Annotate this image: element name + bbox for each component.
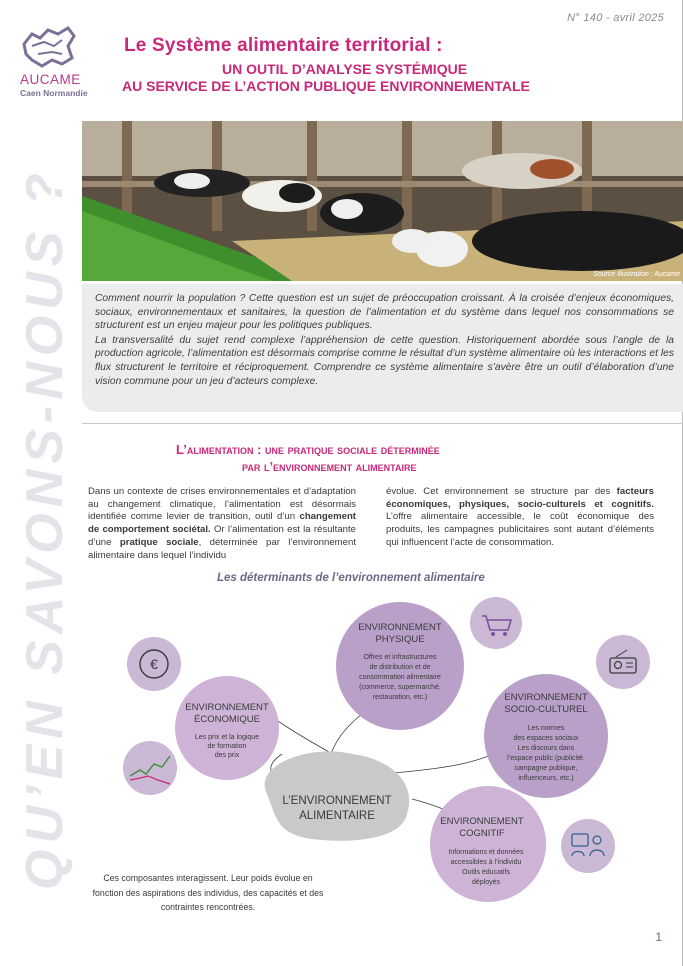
physical-title-2: PHYSIQUE [375, 634, 425, 645]
socio-title-1: ENVIRONNEMENT [504, 692, 588, 703]
logo-subtitle: Caen Normandie [20, 88, 88, 98]
center-label-1: L’ENVIRONNEMENT [282, 795, 392, 807]
economic-title-1: ENVIRONNEMENT [185, 702, 269, 713]
socio-desc-3: Les discours dans [517, 745, 575, 752]
physical-desc-4: (commerce, supermarché, [359, 684, 441, 691]
cognitive-title-1: ENVIRONNEMENT [440, 816, 524, 827]
body-column-1 [88, 486, 356, 562]
cognitive-title-2: COGNITIF [459, 828, 505, 839]
aucame-logo [14, 24, 94, 102]
cognitive-desc-1: Informations et données [448, 849, 524, 856]
page-number: 1 [655, 930, 662, 944]
physical-desc-5: restauration, etc.) [372, 694, 428, 701]
text-emphasis: pratique sociale [119, 536, 199, 548]
section-heading-line-1: L’alimentation : une pratique sociale déterminée [176, 442, 440, 457]
intro-box [82, 284, 683, 412]
cognitive-desc-4: déployés [471, 879, 501, 886]
economic-bubble [175, 676, 279, 780]
main-title: Le Système alimentaire territorial : [124, 35, 443, 56]
section-heading-line-2: par l’environnement alimentaire [242, 459, 417, 474]
intro-paragraph-1: Comment nourrir la population ? Cette question est un sujet de préoccupation croissant. À la croisée d’enjeux économiques, sociaux, environnementaux et sanitaires, la question de l’alimentation et du système dans lequel nos consommations se structurent est un enjeu majeur pour les politiques publiques. [95, 293, 674, 332]
physical-desc-2: de distribution et de [369, 664, 431, 671]
center-label-2: ALIMENTAIRE [299, 810, 375, 822]
text-emphasis: changement de comportement sociétal. [88, 511, 356, 536]
economic-desc-2: de formation [207, 743, 247, 750]
section-divider [82, 423, 683, 424]
text-run: évolue. Cet environnement se structure par des [386, 486, 617, 497]
logo-name: AUCAME [20, 72, 81, 87]
text-emphasis: facteurs économiques, physiques, socio-culturels et cognitifs. [386, 486, 654, 510]
economic-title-2: ÉCONOMIQUE [194, 714, 260, 725]
map-logo-icon [18, 24, 78, 72]
socio-desc-4: l’espace public (publicité, [507, 755, 585, 762]
intro-paragraph-2: La transversalité du sujet rend complexe l’appréhension de cette question. Historiquement abordée sous l’angle de la production agricole, l’alimentation est désormais comprise comme le résultat d’un système alimentaire où les interactions et les flux structurent le territoire et réciproquement. Comprendre ce système alimentaire s’avère être un outil d’élaboration d’une vision commune pour un jeu d’acteurs complexe. [95, 334, 674, 387]
physical-desc-1: Offres et infrastructures [363, 654, 437, 661]
cows-photo [82, 121, 683, 281]
figure-note: Ces composantes interagissent. Leur poids évolue en fonction des aspirations des individus, des capacités et des contraintes rencontrées. [92, 873, 324, 912]
physical-title-1: ENVIRONNEMENT [358, 622, 442, 633]
issue-number: N° 140 - avril 2025 [567, 12, 664, 24]
socio-desc-2: des espaces sociaux [513, 735, 579, 742]
socio-desc-6: influenceurs, etc.) [518, 775, 574, 782]
subtitle-line-1: UN OUTIL D’ANALYSE SYSTÉMIQUE [222, 61, 468, 77]
barn-illustration [82, 121, 683, 281]
body-column-2 [386, 486, 654, 550]
cognitive-desc-3: Outils éducatifs [462, 869, 510, 876]
shopping-cart-icon [470, 597, 522, 649]
figure-title: Les déterminants de l’environnement alimentaire [217, 572, 485, 584]
text-run: Or l’alimentation est la résultante d’une [88, 524, 356, 548]
cart-wheel [503, 632, 507, 636]
socio-desc-1: Les normes [527, 725, 565, 732]
socio-desc-5: campagne publique, [514, 765, 578, 772]
physical-desc-3: consommation alimentaire [359, 674, 441, 681]
economic-desc-3: des prix [214, 752, 240, 759]
text-run: , déterminée par l’environnement alimentaire dans lequel l’individu [88, 536, 357, 561]
text-run: L’offre alimentaire accessible, le coût économique des produits, les campagnes publicitaires sont autant d’éléments qui influencent l’acte de consommation. [386, 511, 654, 548]
socio-title-2: SOCIO-CULTUREL [504, 704, 588, 715]
radio-icon [596, 635, 650, 689]
text-run: Dans un contexte de crises environnementales et d’adaptation au changement climatique, l’alimentation est désormais identifiée comme levier de transition, outil d’un [88, 486, 356, 523]
photo-credit: Source illustration : Aucame [593, 271, 680, 278]
economic-desc-1: Les prix et la logique [194, 734, 260, 741]
euro-symbol: € [150, 656, 158, 672]
cart-wheel [491, 632, 495, 636]
subtitle-line-2: AU SERVICE DE L’ACTION PUBLIQUE ENVIRONNEMENTALE [122, 78, 530, 94]
cognitive-desc-2: accessibles à l’individu [450, 859, 522, 866]
side-banner: QU’EN SAVONS-NOUS ? [16, 167, 74, 890]
